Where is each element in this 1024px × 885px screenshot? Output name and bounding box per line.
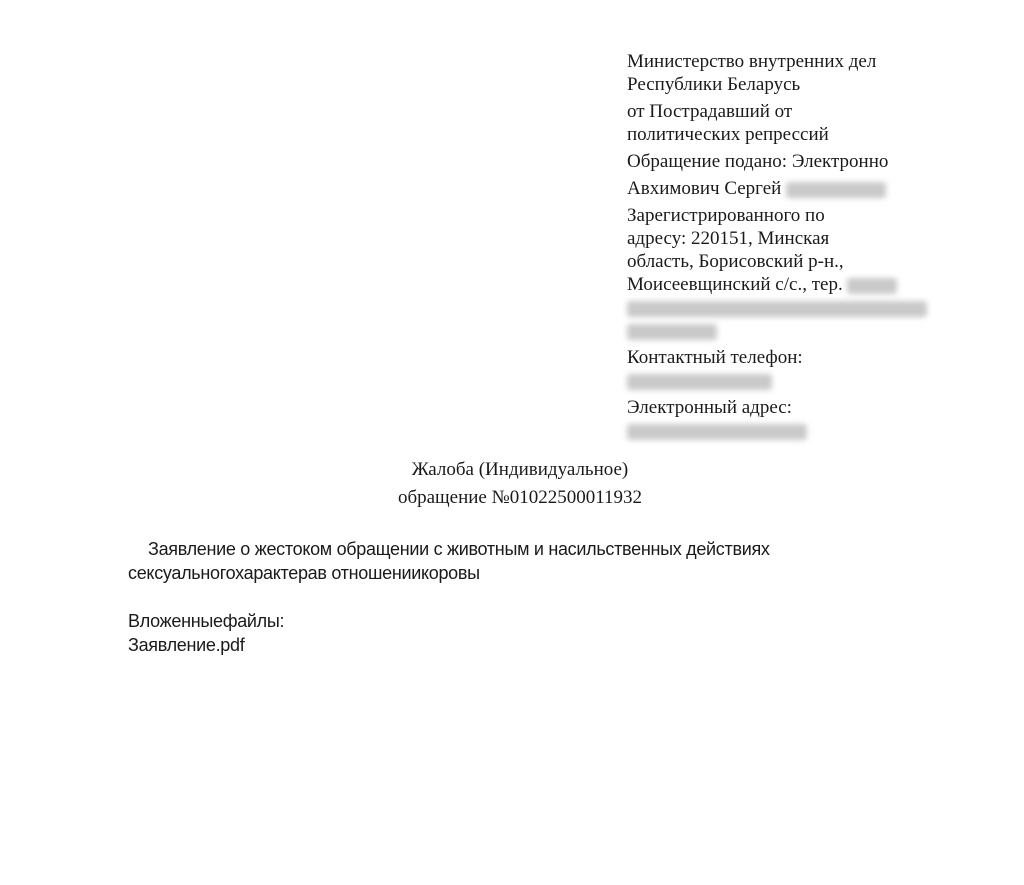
phone-value: [627, 369, 947, 392]
recipient-line1: Министерство внутренних дел: [627, 51, 877, 72]
email-value: [627, 419, 947, 442]
redacted-address-part1: [847, 278, 897, 294]
address-line3: область, Борисовский р-н.,: [627, 251, 844, 272]
recipient: [627, 50, 947, 96]
address-line4-text: Моисеевщинский с/с., тер.: [627, 274, 843, 295]
sender-name-text: Авхимович Сергей: [627, 178, 782, 199]
addressee-block: [627, 50, 947, 446]
from-line1: от Пострадавший от: [627, 101, 793, 122]
title-line2: обращение №01022500011932: [397, 487, 643, 508]
recipient-line2: Республики Беларусь: [627, 74, 801, 95]
redacted-address-part2: [627, 301, 927, 317]
redacted-address-part3: [627, 324, 717, 340]
email-label: Электронный адрес:: [627, 397, 792, 418]
attachments-label: Вложенныефайлы:: [128, 611, 285, 631]
redacted-patronymic: [786, 182, 886, 198]
address-line5: [627, 296, 947, 319]
sender-name: [627, 177, 947, 200]
statement-line1: Заявление о жестоком обращении с животным и насильственных действиях: [148, 539, 770, 559]
phone-label: Контактный телефон:: [627, 347, 803, 368]
document-title: [300, 456, 740, 512]
email-block: [627, 396, 947, 442]
attachments-section: [128, 609, 900, 657]
document-body: [128, 537, 900, 657]
statement-paragraph: [128, 537, 900, 585]
address-line6: [627, 319, 947, 342]
from-line2: политических репрессий: [627, 124, 829, 145]
phone-block: [627, 346, 947, 392]
redacted-phone: [627, 374, 772, 390]
statement-line2: сексуальногохарактерав отношениикоровы: [128, 563, 480, 583]
submission-method: Обращение подано: Электронно: [627, 151, 889, 172]
attachment-file: Заявление.pdf: [128, 635, 245, 655]
title-line1: Жалоба (Индивидуальное): [411, 459, 629, 480]
address-line2: адресу: 220151, Минская: [627, 228, 830, 249]
redacted-email: [627, 424, 807, 440]
sender-category: [627, 100, 947, 146]
address-line1: Зарегистрированного по: [627, 205, 825, 226]
sender-address: [627, 204, 947, 342]
address-line4: [627, 273, 947, 296]
